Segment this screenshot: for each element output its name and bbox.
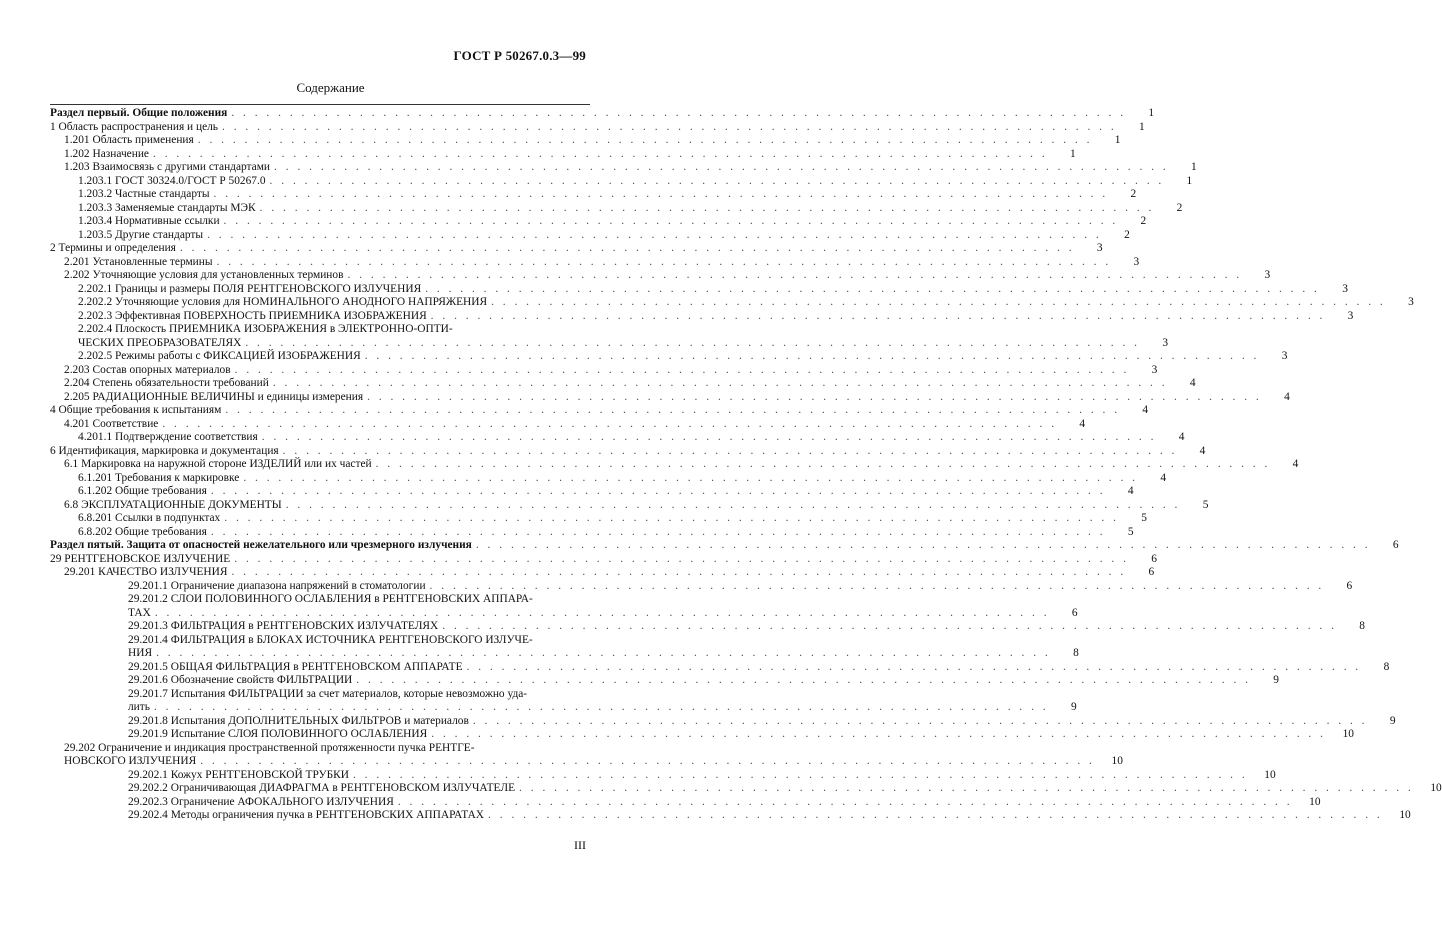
toc-entry-title: 29.201.7 Испытания ФИЛЬТРАЦИИ за счет материалов, которые невозможно уда-	[128, 687, 528, 700]
toc-entry-page: 10	[1309, 795, 1321, 808]
toc-entry-title: 1.203.4 Нормативные ссылки	[78, 215, 220, 227]
toc-entry-page: 3	[1151, 363, 1158, 376]
toc-entry-page: 3	[1342, 282, 1348, 295]
toc-leader-dots	[469, 715, 1368, 729]
toc-entry[interactable]	[50, 688, 590, 702]
toc-entry-title: НИЯ	[128, 647, 153, 659]
toc-entry-title: 29.201.6 Обозначение свойств ФИЛЬТРАЦИИ	[128, 674, 353, 686]
toc-entry-page: 3	[1096, 242, 1103, 254]
toc-entry-title: 6.1.202 Общие требования	[78, 485, 207, 497]
toc-leader-dots	[363, 391, 1262, 405]
toc-entry-title: 6.1 Маркировка на наружной стороне ИЗДЕЛИЙ или их частей	[64, 458, 372, 470]
toc-entry-title: 2.203 Состав опорных материалов	[64, 363, 231, 376]
toc-leader-dots	[426, 580, 1325, 594]
toc-entry[interactable]	[50, 795, 1321, 810]
toc-entry-title: Раздел первый. Общие положения	[50, 107, 228, 119]
toc-entry-title: 2.202.4 Плоскость ПРИЕМНИКА ИЗОБРАЖЕНИЯ в ЭЛЕКТРОННО-ОПТИ-	[78, 323, 453, 335]
toc-entry-page: 10	[1111, 755, 1123, 767]
toc-entry-title: 2.201 Установленные термины	[64, 255, 213, 268]
toc-entry[interactable]	[50, 404, 1149, 418]
toc-entry[interactable]	[50, 228, 1130, 243]
toc-entry[interactable]	[50, 336, 1169, 351]
toc-entry[interactable]	[50, 444, 1206, 459]
toc-entry[interactable]	[50, 606, 1078, 621]
toc-entry[interactable]	[50, 147, 1076, 162]
toc-entry[interactable]	[50, 323, 590, 337]
toc-entry-page: 4	[1160, 471, 1167, 484]
toc-entry[interactable]	[50, 566, 1155, 580]
toc-leader-dots	[194, 134, 1093, 148]
toc-leader-dots	[176, 242, 1075, 256]
toc-entry-title: 1.202 Назначение	[64, 147, 149, 160]
toc-entry-title: 1.201 Область применения	[64, 134, 194, 146]
toc-entry-page: 1	[1139, 120, 1145, 133]
toc-entry-title: 29.202.4 Методы ограничения пучка в РЕНТГЕНОВСКИХ АППАРАТАХ	[128, 809, 485, 821]
toc-leader-dots	[221, 404, 1120, 418]
toc-leader-dots	[231, 364, 1130, 378]
toc-leader-dots	[349, 769, 1248, 783]
toc-leader-dots	[239, 472, 1138, 486]
toc-entry-page: 1	[1148, 107, 1155, 119]
toc-entry-page: 5	[1202, 498, 1209, 511]
toc-entry[interactable]	[50, 390, 1290, 405]
toc-entry-page: 10	[1264, 768, 1276, 781]
toc-leader-dots	[210, 188, 1109, 202]
table-of-contents	[50, 107, 1442, 823]
toc-entry-title: ЧЕСКИХ ПРЕОБРАЗОВАТЕЛЯХ	[78, 336, 242, 349]
toc-entry-title: 29.202.2 Ограничивающая ДИАФРАГМА в РЕНТГЕНОВСКОМ ИЗЛУЧАТЕЛЕ	[128, 782, 516, 794]
page-number: III	[574, 838, 586, 852]
toc-entry-page: 1	[1114, 134, 1121, 146]
toc-leader-dots	[472, 539, 1371, 553]
toc-entry-title: 29.202.1 Кожух РЕНТГЕНОВСКОЙ ТРУБКИ	[128, 768, 349, 781]
document-standard-code: ГОСТ Р 50267.0.3—99	[453, 48, 586, 63]
toc-entry[interactable]	[50, 242, 1103, 256]
toc-entry-page: 10	[1399, 809, 1411, 821]
page-title: Содержание	[296, 80, 365, 95]
toc-entry-page: 3	[1408, 296, 1414, 308]
toc-entry-title: 4.201.1 Подтверждение соответствия	[78, 431, 258, 443]
toc-entry-title: 29.201 КАЧЕСТВО ИЗЛУЧЕНИЯ	[64, 566, 228, 578]
toc-entry[interactable]	[50, 525, 1134, 540]
toc-entry-title: 2.202.5 Режимы работы с ФИКСАЦИЕЙ ИЗОБРАЖЕНИЯ	[78, 350, 361, 362]
toc-entry-title: 4 Общие требования к испытаниям	[50, 404, 222, 416]
toc-entry-title: Раздел пятый. Защита от опасностей нежелательного или чрезмерного излучения	[50, 539, 472, 551]
toc-entry[interactable]	[50, 593, 590, 607]
toc-entry[interactable]	[50, 714, 1396, 729]
toc-leader-dots	[487, 296, 1386, 310]
toc-entry-page: 3	[1281, 350, 1288, 362]
toc-entry-title: 2 Термины и определения	[50, 242, 176, 254]
toc-entry-page: 8	[1073, 647, 1079, 659]
toc-leader-dots	[282, 499, 1181, 513]
toc-entry-page: 9	[1389, 714, 1396, 727]
toc-leader-dots	[227, 107, 1126, 121]
toc-entry[interactable]	[50, 377, 1196, 391]
toc-leader-dots	[241, 337, 1140, 351]
toc-entry-page: 4	[1284, 390, 1290, 403]
toc-leader-dots	[152, 647, 1051, 661]
toc-entry-title: 1.203.2 Частные стандарты	[78, 188, 210, 200]
toc-entry-title: 2.202.3 Эффективная ПОВЕРХНОСТЬ ПРИЕМНИКА ИЗОБРАЖЕНИЯ	[78, 309, 427, 322]
toc-entry-title: 29.202 Ограничение и индикация пространственной протяженности пучка РЕНТГЕ-	[64, 741, 475, 754]
toc-entry-page: 1	[1070, 147, 1076, 160]
toc-entry-page: 3	[1264, 269, 1271, 281]
toc-leader-dots	[230, 553, 1129, 567]
toc-entry[interactable]	[50, 485, 1134, 499]
toc-entry[interactable]	[50, 728, 1354, 742]
toc-leader-dots	[150, 701, 1049, 715]
toc-entry[interactable]	[50, 647, 1079, 661]
toc-entry[interactable]	[50, 701, 1077, 715]
toc-entry-title: 6.8.201 Ссылки в подпунктах	[78, 512, 221, 524]
toc-entry[interactable]	[50, 809, 1411, 823]
toc-entry[interactable]	[50, 309, 1354, 324]
toc-entry[interactable]	[50, 431, 1185, 445]
toc-entry-page: 5	[1127, 525, 1134, 538]
toc-entry-title: 6.8 ЭКСПЛУАТАЦИОННЫЕ ДОКУМЕНТЫ	[64, 498, 282, 511]
toc-entry[interactable]	[50, 471, 1167, 486]
toc-entry-page: 9	[1273, 674, 1279, 686]
toc-leader-dots	[220, 512, 1119, 526]
toc-entry[interactable]	[50, 134, 1121, 148]
toc-entry-title: 2.202.2 Уточняющие условия для НОМИНАЛЬНОГО АНОДНОГО НАПРЯЖЕНИЯ	[78, 296, 488, 308]
toc-entry[interactable]	[50, 350, 1288, 364]
toc-entry-title: 2.204 Степень обязательности требований	[64, 377, 269, 389]
toc-leader-dots	[218, 121, 1117, 135]
toc-leader-dots	[266, 175, 1165, 189]
toc-entry-page: 5	[1141, 512, 1147, 524]
toc-entry-page: 6	[1071, 606, 1078, 619]
toc-entry-page: 9	[1070, 701, 1077, 713]
toc-entry[interactable]	[50, 782, 1442, 796]
toc-leader-dots	[270, 161, 1169, 175]
toc-entry[interactable]	[50, 674, 1279, 688]
toc-entry[interactable]	[50, 458, 1299, 472]
toc-leader-dots	[149, 148, 1048, 162]
toc-entry-title: 29.201.2 СЛОИ ПОЛОВИННОГО ОСЛАБЛЕНИЯ в РЕНТГЕНОВСКИХ АППАРА-	[128, 593, 533, 605]
toc-entry[interactable]	[50, 107, 1155, 121]
toc-entry-title: 29.202.3 Ограничение АФОКАЛЬНОГО ИЗЛУЧЕНИЯ	[128, 795, 394, 808]
toc-entry[interactable]	[50, 255, 1140, 270]
toc-entry-page: 3	[1347, 309, 1354, 322]
toc-entry[interactable]	[50, 742, 590, 756]
toc-leader-dots	[427, 728, 1326, 742]
toc-entry-page: 4	[1127, 485, 1134, 497]
toc-entry-page: 4	[1199, 444, 1206, 457]
toc-entry[interactable]	[50, 282, 1348, 297]
toc-entry-title: 1.203.5 Другие стандарты	[78, 228, 204, 241]
toc-entry[interactable]	[50, 161, 1197, 175]
toc-entry-title: 1.203.3 Заменяемые стандарты МЭК	[78, 201, 256, 214]
toc-leader-dots	[207, 526, 1106, 540]
toc-entry-page: 1	[1186, 174, 1193, 187]
toc-entry-title: 6 Идентификация, маркировка и документация	[50, 444, 279, 457]
toc-entry[interactable]	[50, 363, 1158, 378]
toc-entry[interactable]	[50, 512, 1147, 526]
toc-entry-page: 2	[1124, 228, 1130, 241]
toc-leader-dots	[372, 458, 1271, 472]
toc-entry-page: 6	[1392, 539, 1399, 551]
toc-entry-title: 29.201.5 ОБЩАЯ ФИЛЬТРАЦИЯ в РЕНТГЕНОВСКОМ АППАРАТЕ	[128, 660, 463, 673]
toc-entry[interactable]	[50, 620, 1365, 634]
toc-leader-dots	[515, 782, 1414, 796]
toc-leader-dots	[158, 418, 1057, 432]
toc-entry-page: 6	[1346, 579, 1353, 592]
toc-entry-page: 10	[1430, 782, 1442, 794]
toc-entry-title: 2.202.1 Границы и размеры ПОЛЯ РЕНТГЕНОВСКОГО ИЗЛУЧЕНИЯ	[78, 282, 422, 295]
title-divider	[50, 104, 590, 105]
toc-entry-page: 2	[1130, 188, 1137, 200]
toc-entry[interactable]	[50, 579, 1353, 594]
toc-entry-title: 1.203 Взаимосвязь с другими стандартами	[64, 161, 271, 173]
toc-entry[interactable]	[50, 120, 1145, 135]
toc-entry-page: 4	[1079, 417, 1086, 430]
toc-entry-title: 6.8.202 Общие требования	[78, 525, 207, 538]
toc-entry-page: 1	[1191, 161, 1197, 173]
toc-entry-page: 4	[1292, 458, 1299, 470]
toc-leader-dots	[394, 796, 1293, 810]
toc-leader-dots	[207, 485, 1106, 499]
toc-entry-page: 10	[1342, 728, 1354, 740]
toc-entry-title: 2.202 Уточняющие условия для установленных терминов	[64, 269, 344, 281]
toc-leader-dots	[361, 350, 1260, 364]
toc-leader-dots	[258, 431, 1157, 445]
toc-entry-page: 4	[1142, 404, 1149, 416]
toc-entry-page: 4	[1178, 431, 1185, 443]
toc-entry[interactable]	[50, 174, 1193, 189]
toc-leader-dots	[203, 229, 1102, 243]
toc-entry[interactable]	[50, 539, 1399, 553]
toc-entry-title: 29.201.1 Ограничение диапазона напряжений в стоматологии	[128, 579, 426, 592]
toc-leader-dots	[196, 755, 1095, 769]
toc-entry-title: 6.1.201 Требования к маркировке	[78, 471, 240, 484]
toc-entry[interactable]	[50, 498, 1209, 513]
toc-entry[interactable]	[50, 269, 1271, 283]
toc-leader-dots	[220, 215, 1119, 229]
toc-entry-title: 1.203.1 ГОСТ 30324.0/ГОСТ Р 50267.0	[78, 174, 266, 187]
toc-leader-dots	[421, 283, 1320, 297]
toc-entry-title: 2.205 РАДИАЦИОННЫЕ ВЕЛИЧИНЫ и единицы измерения	[64, 390, 364, 403]
toc-entry-page: 3	[1133, 255, 1140, 268]
toc-entry[interactable]	[50, 634, 590, 648]
toc-entry-title: НОВСКОГО ИЗЛУЧЕНИЯ	[64, 755, 197, 767]
toc-entry-title: 29.201.4 ФИЛЬТРАЦИЯ в БЛОКАХ ИСТОЧНИКА РЕНТГЕНОВСКОГО ИЗЛУЧЕ-	[128, 633, 533, 646]
toc-entry-page: 8	[1359, 620, 1365, 632]
toc-entry[interactable]	[50, 296, 1414, 310]
toc-leader-dots	[151, 607, 1050, 621]
toc-entry-title: 29 РЕНТГЕНОВСКОЕ ИЗЛУЧЕНИЕ	[50, 552, 231, 565]
toc-leader-dots	[343, 269, 1242, 283]
toc-leader-dots	[269, 377, 1168, 391]
toc-leader-dots	[213, 256, 1112, 270]
toc-entry[interactable]	[50, 215, 1147, 229]
toc-entry[interactable]	[50, 755, 1123, 769]
toc-entry-page: 2	[1176, 201, 1183, 214]
toc-entry-page: 6	[1151, 552, 1157, 565]
toc-entry-page: 2	[1140, 215, 1147, 227]
toc-leader-dots	[438, 620, 1337, 634]
toc-entry-title: 1 Область распространения и цель	[50, 120, 219, 133]
toc-entry[interactable]	[50, 417, 1086, 432]
toc-entry-title: 29.201.3 ФИЛЬТРАЦИЯ в РЕНТГЕНОВСКИХ ИЗЛУЧАТЕЛЯХ	[128, 620, 439, 632]
toc-entry-page: 6	[1148, 566, 1155, 578]
toc-entry-page: 8	[1383, 660, 1390, 673]
toc-leader-dots	[256, 202, 1155, 216]
toc-entry-title: 4.201 Соответствие	[64, 417, 159, 430]
toc-entry-page: 4	[1189, 377, 1196, 389]
toc-entry-title: ТАХ	[128, 606, 151, 619]
toc-entry-title: 29.201.8 Испытания ДОПОЛНИТЕЛЬНЫХ ФИЛЬТРОВ и материалов	[128, 714, 469, 727]
toc-leader-dots	[227, 566, 1126, 580]
toc-entry-page: 3	[1162, 336, 1169, 349]
toc-entry-title: 29.201.9 Испытание СЛОЯ ПОЛОВИННОГО ОСЛАБЛЕНИЯ	[128, 728, 428, 740]
toc-leader-dots	[463, 661, 1362, 675]
toc-leader-dots	[279, 445, 1178, 459]
toc-entry[interactable]	[50, 188, 1137, 202]
toc-entry[interactable]	[50, 660, 1390, 675]
toc-entry-title: лить	[128, 701, 150, 713]
toc-entry[interactable]	[50, 201, 1183, 216]
toc-leader-dots	[484, 809, 1383, 823]
toc-entry[interactable]	[50, 552, 1157, 567]
toc-leader-dots	[427, 310, 1326, 324]
toc-entry[interactable]	[50, 768, 1276, 783]
toc-leader-dots	[352, 674, 1251, 688]
